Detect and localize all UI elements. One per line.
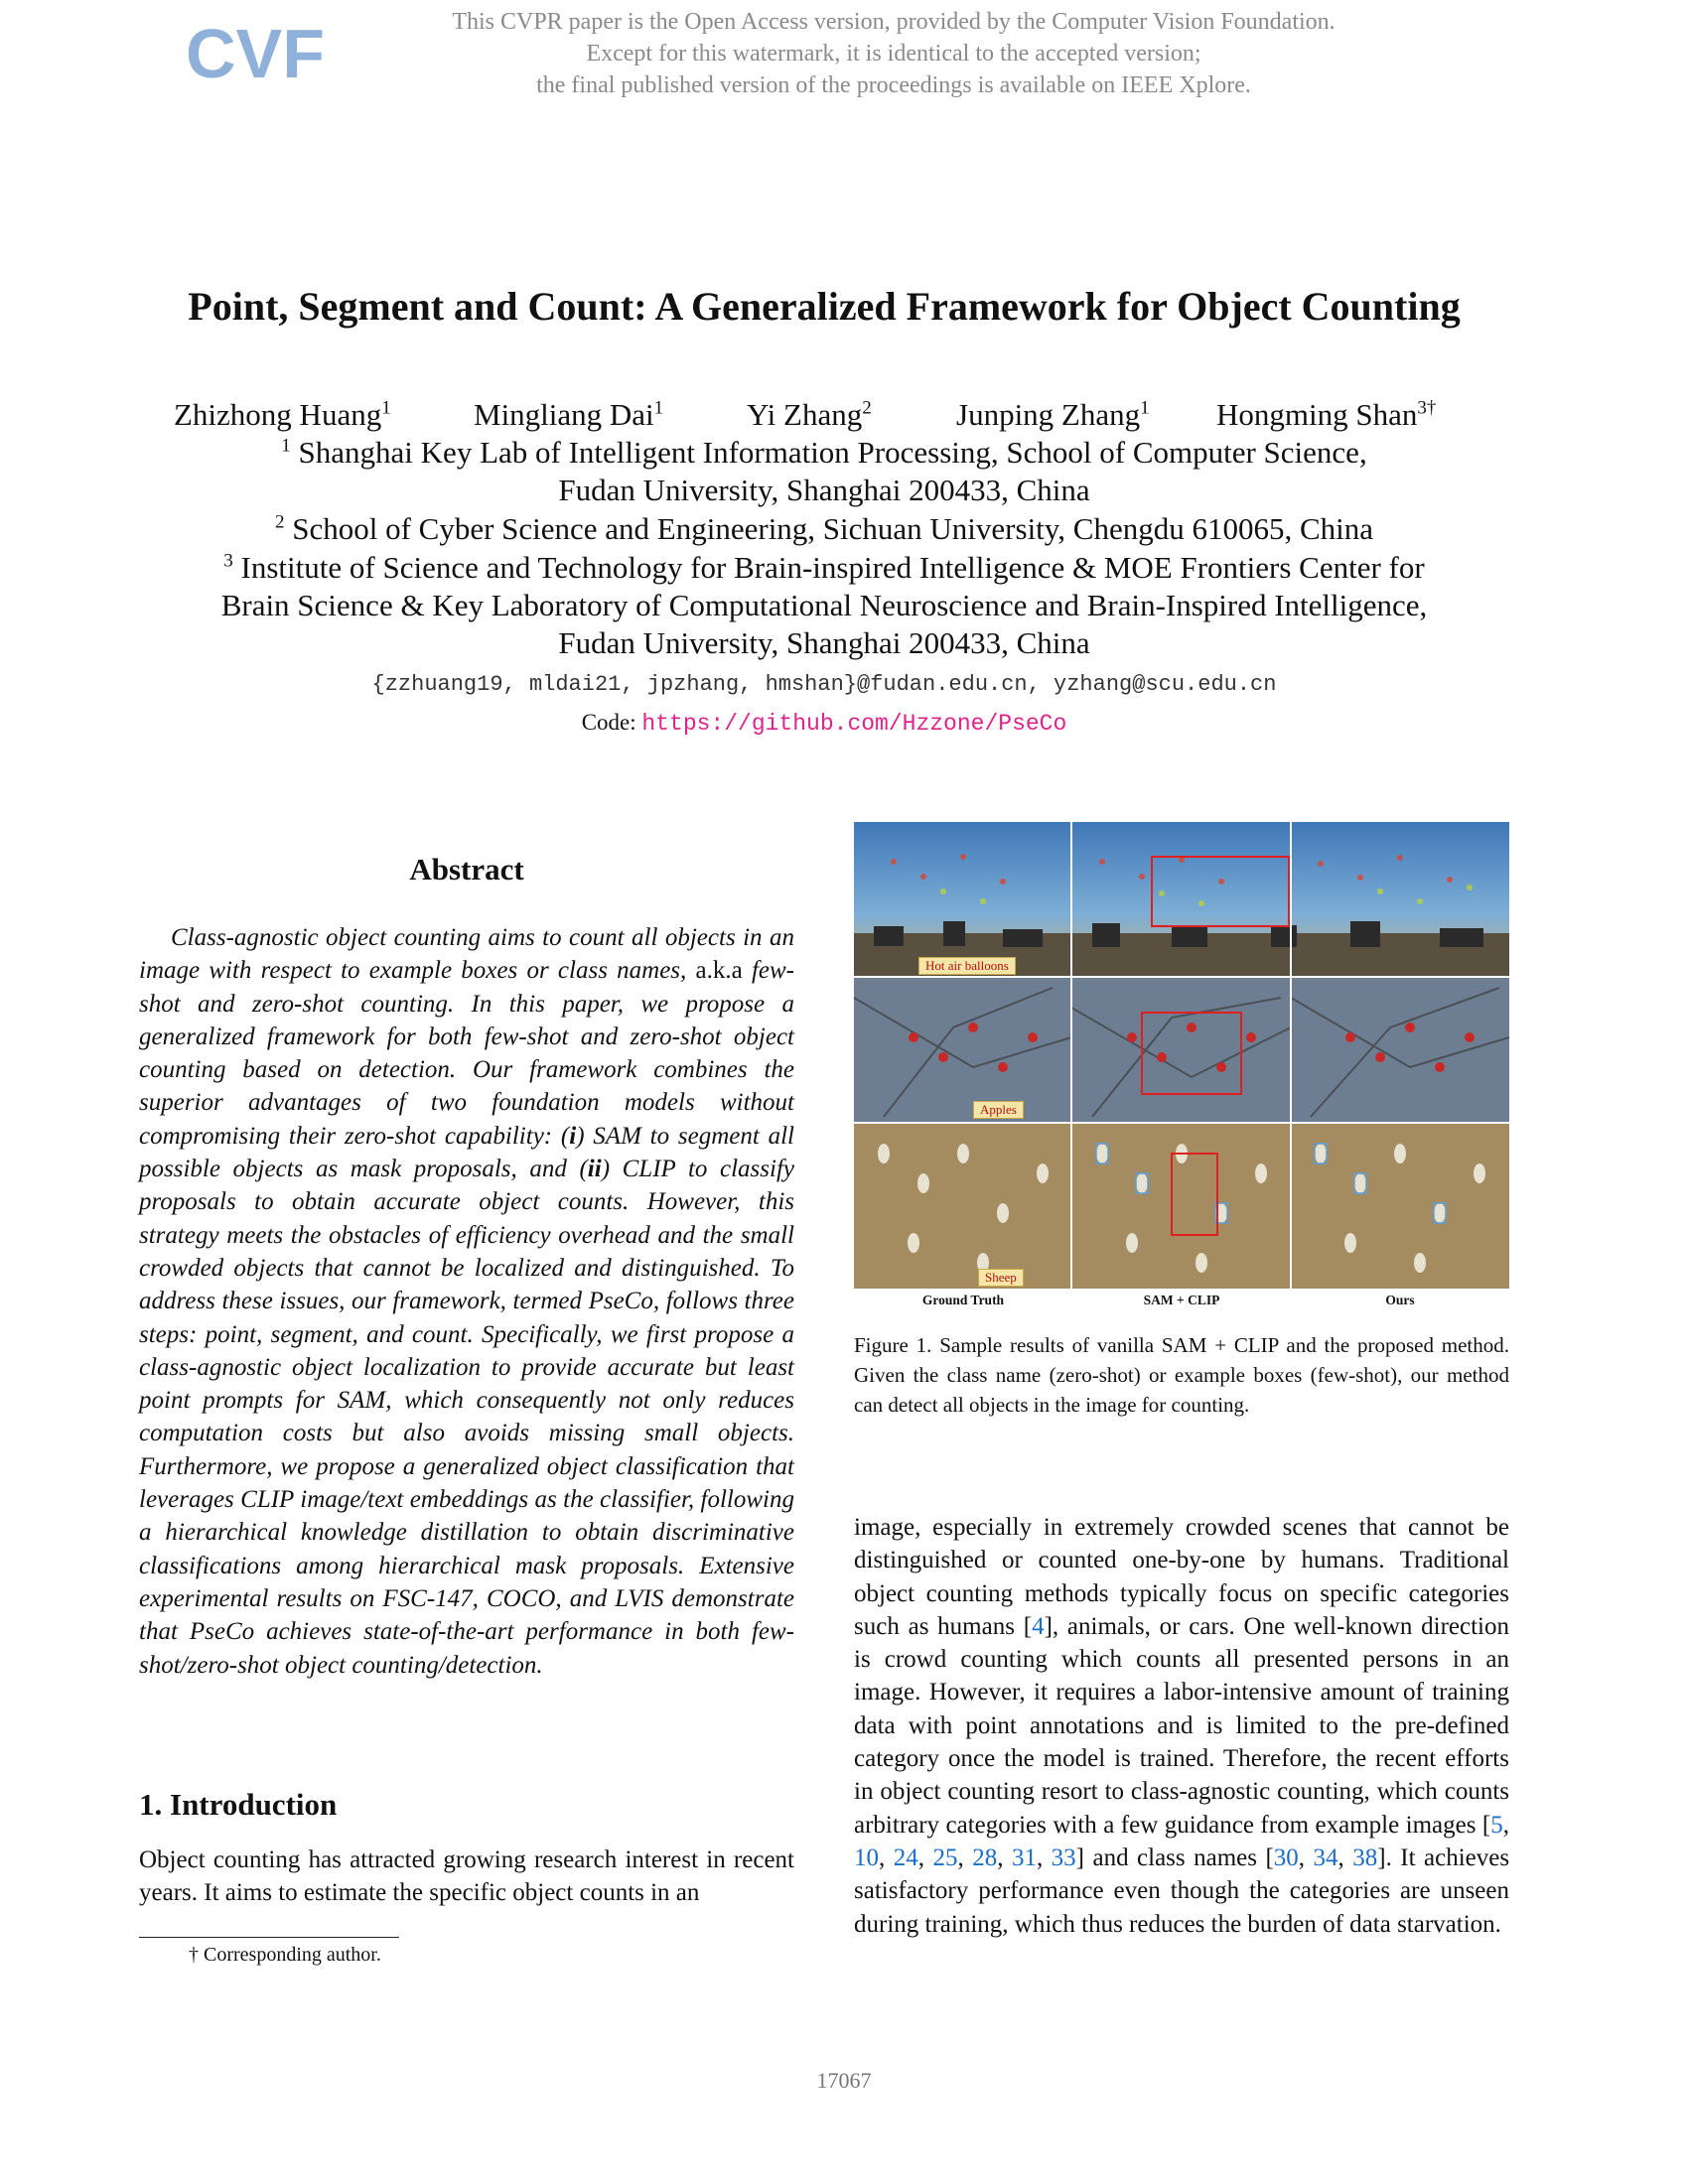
page-number: 17067 bbox=[816, 2068, 872, 2093]
author: Junping Zhang$^1$ bbox=[956, 397, 1150, 432]
figure-1 bbox=[854, 822, 1509, 1307]
class-label-apples: Apples bbox=[973, 1101, 1024, 1119]
footnote: † Corresponding author. bbox=[189, 1944, 381, 1966]
footnote-rule bbox=[139, 1937, 399, 1938]
class-label-sheep: Sheep bbox=[978, 1269, 1024, 1287]
citation-link[interactable]: 5 bbox=[1490, 1811, 1503, 1839]
figure-row-balloons bbox=[854, 822, 1509, 976]
column-label-sam-clip: SAM + CLIP bbox=[1143, 1293, 1220, 1307]
citation-link[interactable]: 30 bbox=[1273, 1843, 1299, 1871]
author: Yi Zhang$^2$ bbox=[747, 397, 872, 432]
figure-row-sheep bbox=[854, 1124, 1509, 1289]
paper-title: Point, Segment and Count: A Generalized Framework for Object Counting bbox=[188, 284, 1461, 329]
citation-link[interactable]: 25 bbox=[932, 1843, 958, 1871]
cvf-logo bbox=[184, 14, 325, 95]
abstract-body: Class-agnostic object counting aims to count all objects in an image with respect to example boxes or class names, a.k.a few-shot and zero-shot counting. In this paper, we propose a generalized framework for both few-shot and zero-shot object counting based on detection. Our framework combines the superior advantages of two foundation models without compromising their zero-shot capability: (i) SAM to segment all possible objects as mask proposals, and (ii) CLIP to classify proposals to obtain accurate object counts. However, this strategy meets the obstacles of efficiency overhead and the small crowded objects that cannot be localized and distinguished. To address these issues, our framework, termed PseCo, follows three steps: point, segment, and count. Specifically, we first propose a class-agnostic object localization to provide accurate but least point prompts for SAM, which consequently not only reduces computation costs but also avoids missing small objects. Furthermore, we propose a generalized object classification that leverages CLIP image/text embeddings as the classifier, following a hierarchical knowledge distillation to obtain discriminative classifications among hierarchical mask proposals. Extensive experimental results on FSC-147, COCO, and LVIS demonstrate that PseCo achieves state-of-the-art performance in both few-shot/zero-shot object counting/detection. bbox=[139, 924, 795, 1679]
watermark-line: the final published version of the proceedings is available on IEEE Xplore. bbox=[536, 72, 1251, 98]
code-url-link[interactable]: https://github.com/Hzzone/PseCo bbox=[641, 711, 1067, 737]
citation-link[interactable]: 38 bbox=[1352, 1843, 1378, 1871]
figure-row-apples bbox=[854, 978, 1509, 1122]
author-emails: {zzhuang19, mldai21, jpzhang, hmshan}@fudan.edu.cn, yzhang@scu.edu.cn bbox=[371, 672, 1277, 697]
affiliation-2: $^2$ School of Cyber Science and Engineering, Sichuan University, Chengdu 610065, China bbox=[274, 511, 1374, 546]
author: Zhizhong Huang$^1$ bbox=[174, 397, 391, 432]
introduction-body-continued: image, especially in extremely crowded scenes that cannot be distinguished or counted one-by-one by humans. Traditional object counting methods typically focus on specific categories such as humans [4], animals, or cars. One well-known direction is crowd counting which counts all presented persons in an image. However, it requires a labor-intensive amount of training data with point annotations and is limited to the pre-defined category once the model is trained. Therefore, the recent efforts in object counting resort to class-agnostic counting, which counts arbitrary categories with a few guidance from example images [5, 10, 24, 25, 28, 31, 33] and class names [30, 34, 38]. It achieves satisfactory performance even though the categories are unseen during training, which thus reduces the burden of data starvation. bbox=[854, 1514, 1510, 1938]
figure-1-caption: Figure 1. Sample results of vanilla SAM + CLIP and the proposed method. Given the class name (zero-shot) or example boxes (few-shot), our method can detect all objects in the image for counting. bbox=[854, 1333, 1509, 1417]
code-link-line bbox=[0, 710, 1648, 737]
cvf-logo-text: CVF bbox=[186, 15, 325, 92]
column-label-ours: Ours bbox=[1385, 1293, 1415, 1307]
open-access-watermark bbox=[377, 6, 1410, 101]
class-label-balloons: Hot air balloons bbox=[918, 957, 1016, 975]
citation-link[interactable]: 24 bbox=[893, 1843, 918, 1871]
balloons-image bbox=[854, 822, 1509, 976]
introduction-body: Object counting has attracted growing research interest in recent years. It aims to estimate the specific object counts in an bbox=[139, 1846, 794, 1907]
citation-link[interactable]: 4 bbox=[1032, 1612, 1045, 1640]
citation-link[interactable]: 28 bbox=[972, 1843, 998, 1871]
watermark-line: Except for this watermark, it is identical to the accepted version; bbox=[586, 41, 1201, 67]
apples-image bbox=[854, 978, 1509, 1122]
watermark-line: This CVPR paper is the Open Access version, provided by the Computer Vision Foundation. bbox=[452, 9, 1336, 35]
abstract-heading: Abstract bbox=[409, 852, 524, 887]
author: Mingliang Dai$^1$ bbox=[474, 397, 664, 432]
code-label: Code: bbox=[581, 710, 636, 735]
author: Hongming Shan$^{3\dagger}$ bbox=[1216, 397, 1437, 432]
citation-link[interactable]: 33 bbox=[1051, 1843, 1076, 1871]
citation-link[interactable]: 34 bbox=[1313, 1843, 1338, 1871]
column-label-ground-truth: Ground Truth bbox=[921, 1293, 1005, 1307]
citation-link[interactable]: 10 bbox=[854, 1843, 879, 1871]
affiliation-1: $^1$ Shanghai Key Lab of Intelligent Information Processing, School of Computer Science, Fudan University, Shanghai 200433, China bbox=[281, 435, 1367, 507]
introduction-heading: 1. Introduction bbox=[139, 1787, 338, 1822]
affiliation-3: $^3$ Institute of Science and Technology for Brain-inspired Intelligence & MOE Frontiers Center for Brain Science & Key Laboratory of Computational Neuroscience and Brain-Inspired Intelligence, Fudan University, Shanghai 200433, China bbox=[220, 550, 1428, 660]
citation-link[interactable]: 31 bbox=[1011, 1843, 1037, 1871]
sheep-image bbox=[854, 1124, 1509, 1289]
